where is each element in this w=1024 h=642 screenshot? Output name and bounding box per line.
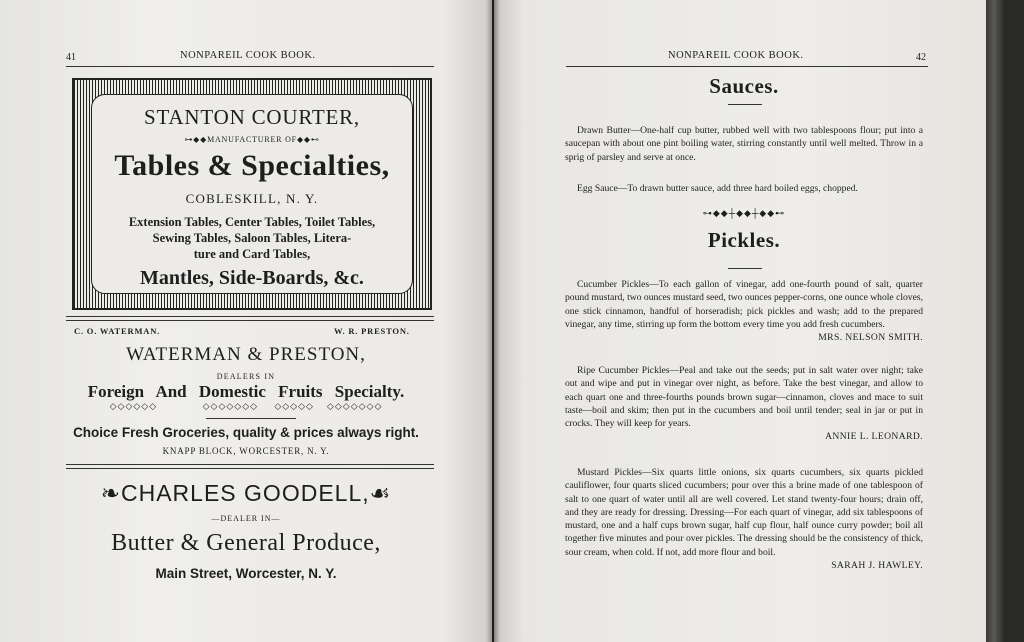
goodell-products: Butter & General Produce,: [111, 530, 381, 556]
section-title: Sauces.: [709, 74, 779, 98]
page-number: 42: [916, 52, 926, 63]
recipe-cucumber-pickles: Cucumber Pickles—To each gallon of vinegar, add one-fourth pound of salt, quarter pound mustard, two ounces mustard seed, two ounces pepper-corns, one ounce whole cloves, one stick cinnamon, handful of horseradish; pick pickles and wash; add to the prepared vinegar, any time, stirring up form the bottom every time you add fresh cucumbers. MRS. NELSON SMITH.: [565, 279, 923, 344]
partner-name: C. O. WATERMAN.: [74, 326, 161, 336]
ad-role: ⊶◆◆MANUFACTURER OF◆◆⊷: [184, 135, 320, 144]
running-head: NONPAREIL COOK BOOK.: [668, 50, 804, 61]
recipe-ripe-cucumber-pickles: Ripe Cucumber Pickles—Peal and take out the seeds; put in salt water over night; take out and wipe and put in vinegar over night, as before. Take the best vinegar, and allow to each quart one and three-fourths pounds brown sugar—cinnamon, cloves and mace to suit taste—boil and skim; then put in the cucumbers and boil until tender; seal in jar or put in crocks. They will keep for years. ANNIE L. LEONARD.: [565, 365, 923, 443]
recipe-drawn-butter: Drawn Butter—One-half cup butter, rubbed well with two tablespoons flour; put into a saucepan with about one pint boiling water, stirring constantly until well melted. Throw in a sprig of parsley and serve at once.: [565, 125, 923, 163]
firm-name: WATERMAN & PRESTON,: [126, 344, 366, 365]
tagline: Choice Fresh Groceries, quality & prices always right.: [73, 425, 419, 440]
leaf-ornament-icon: ☙: [369, 480, 392, 506]
ornament-icon: ◆◆⊷: [296, 135, 320, 144]
ad-product-line: Sewing Tables, Saloon Tables, Litera-: [152, 231, 352, 245]
partner-name: W. R. PRESTON.: [334, 326, 410, 336]
ad-product-line: ture and Card Tables,: [193, 247, 311, 261]
ad-product-line: Extension Tables, Center Tables, Toilet Tables,: [128, 215, 376, 229]
running-head: NONPAREIL COOK BOOK.: [180, 50, 316, 61]
divider: [66, 464, 434, 469]
recipe-egg-sauce: Egg Sauce—To drawn butter sauce, add three hard boiled eggs, chopped.: [577, 183, 858, 194]
header-rule: [66, 66, 434, 67]
recipe-mustard-pickles: Mustard Pickles—Six quarts little onions, six quarts cucumbers, six quarts pickled cauliflower, four quarts sliced cucumbers; pour over this a brine made of one tablespoon of salt to one quart of water until all are well covered. Let stand twenty-four hours; drain off, and they are ready for dressing. Dressing—For each quart of vinegar, add six tablespoons of mustard, one and a half cups brown sugar, half cup flour, half ounce curry powder; boil all together five minutes and pour over pickles. The dressing should be the consistency of thick, sour cream, when cold. If not, add more flour and boil. SARAH J. HAWLEY.: [565, 467, 923, 572]
divider: [66, 316, 434, 321]
recipe-author: ANNIE L. LEONARD.: [825, 431, 923, 443]
ad-headline: Tables & Specialties,: [114, 149, 390, 182]
left-page: [0, 0, 492, 642]
address: KNAPP BLOCK, WORCESTER, N. Y.: [162, 446, 330, 456]
goodell-name: ❧CHARLES GOODELL,☙: [100, 480, 392, 506]
ornament-icon: ⊶◆◆: [184, 135, 208, 144]
goods-list: Foreign And Domestic Fruits Specialty.: [87, 382, 405, 401]
short-rule: [206, 418, 296, 419]
book-gutter: [486, 0, 500, 642]
section-title: Pickles.: [707, 228, 781, 252]
dealer-label: —DEALER IN—: [211, 514, 281, 523]
recipe-author: MRS. NELSON SMITH.: [818, 332, 923, 344]
chain-ornament: ◇◇◇◇◇◇ ◇◇◇◇◇◇◇ ◇◇◇◇◇ ◇◇◇◇◇◇◇: [109, 401, 383, 411]
leaf-ornament-icon: ❧: [100, 480, 121, 506]
ad-location: COBLESKILL, N. Y.: [185, 191, 319, 206]
dealers-label: DEALERS IN: [216, 372, 276, 381]
stanton-ad-border: [72, 78, 432, 310]
recipe-author: SARAH J. HAWLEY.: [831, 560, 923, 572]
page-number: 41: [66, 52, 76, 63]
header-rule: [566, 66, 928, 67]
short-rule: [728, 104, 762, 105]
short-rule: [728, 268, 762, 269]
ad-product-line: Mantles, Side-Boards, &c.: [140, 267, 364, 289]
book-edge: [986, 0, 1006, 642]
goodell-address: Main Street, Worcester, N. Y.: [155, 566, 337, 581]
ad-company-name: STANTON COURTER,: [144, 105, 360, 129]
stanton-ad: [91, 94, 413, 294]
ornament-icon: ⊶◆◆┼◆◆┼◆◆⊷: [702, 208, 786, 218]
